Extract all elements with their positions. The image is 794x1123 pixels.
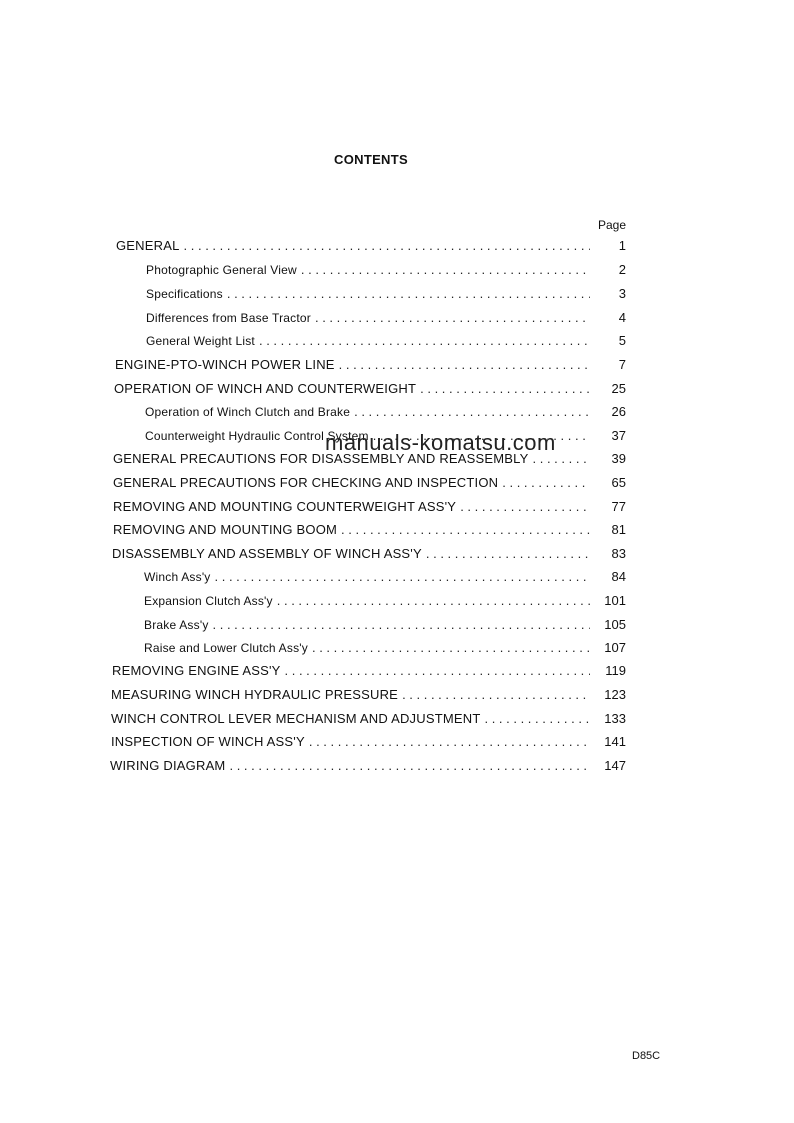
toc-entry[interactable] — [144, 569, 626, 589]
toc-entry[interactable] — [115, 357, 626, 377]
page-title: CONTENTS — [334, 152, 408, 167]
leader-dots — [484, 711, 590, 726]
toc-label: Raise and Lower Clutch Ass'y — [144, 641, 308, 655]
toc-label: WINCH CONTROL LEVER MECHANISM AND ADJUSTMENT — [111, 711, 481, 726]
toc-page: 1 — [618, 238, 626, 253]
toc-entry[interactable] — [113, 499, 626, 519]
leader-dots — [502, 475, 590, 490]
leader-dots — [315, 310, 590, 325]
leader-dots — [227, 286, 590, 301]
toc-label: REMOVING AND MOUNTING BOOM — [113, 522, 338, 537]
toc-label: MEASURING WINCH HYDRAULIC PRESSURE — [111, 687, 399, 702]
toc-page: 26 — [611, 404, 626, 419]
toc-entry[interactable] — [146, 310, 626, 330]
toc-label: DISASSEMBLY AND ASSEMBLY OF WINCH ASS'Y — [112, 546, 422, 561]
toc-page: 107 — [604, 640, 626, 655]
toc-entry[interactable] — [111, 734, 626, 754]
toc-entry[interactable] — [112, 546, 626, 566]
leader-dots — [184, 238, 590, 253]
toc-page: 123 — [604, 687, 626, 702]
leader-dots — [354, 404, 590, 419]
toc-page: 4 — [618, 310, 626, 325]
leader-dots — [339, 357, 590, 372]
toc-entry[interactable] — [144, 640, 626, 660]
toc-page: 147 — [604, 758, 626, 773]
leader-dots — [259, 333, 590, 348]
leader-dots — [301, 262, 590, 277]
leader-dots — [312, 640, 590, 655]
watermark: manuals-komatsu.com — [325, 430, 556, 455]
toc-label: WIRING DIAGRAM — [110, 758, 226, 773]
toc-page: 65 — [611, 475, 626, 490]
toc-entry[interactable] — [116, 238, 626, 258]
toc-page: 5 — [618, 333, 626, 348]
toc-label: REMOVING AND MOUNTING COUNTERWEIGHT ASS'Y — [113, 499, 457, 514]
toc-entry[interactable] — [111, 711, 626, 731]
toc-entry[interactable] — [146, 333, 626, 353]
toc-label: Photographic General View — [146, 263, 297, 277]
toc-page: 105 — [604, 617, 626, 632]
toc-label: Winch Ass'y — [144, 570, 211, 584]
toc-entry[interactable] — [145, 404, 626, 424]
leader-dots — [213, 617, 590, 632]
leader-dots — [341, 522, 590, 537]
leader-dots — [277, 593, 590, 608]
toc-page: 119 — [605, 663, 626, 678]
toc-page: 2 — [618, 262, 626, 277]
toc-entry[interactable] — [113, 522, 626, 542]
toc-page: 83 — [611, 546, 626, 561]
toc-entry[interactable] — [113, 475, 626, 495]
toc-label: Operation of Winch Clutch and Brake — [145, 405, 351, 419]
toc-page: 81 — [611, 522, 626, 537]
toc-page: 141 — [604, 734, 626, 749]
toc-page: 39 — [611, 451, 626, 466]
toc-entry[interactable] — [111, 687, 626, 707]
toc-entry[interactable] — [112, 663, 626, 683]
toc-page: 101 — [604, 593, 626, 608]
page-column-header: Page — [597, 218, 626, 232]
leader-dots — [402, 687, 590, 702]
toc-page: 133 — [604, 711, 626, 726]
toc-label: Differences from Base Tractor — [146, 311, 311, 325]
toc-label: REMOVING ENGINE ASS'Y — [112, 663, 281, 678]
toc-entry[interactable] — [146, 286, 626, 306]
toc-label: OPERATION OF WINCH AND COUNTERWEIGHT — [114, 381, 417, 396]
toc-label: GENERAL PRECAUTIONS FOR CHECKING AND INSPECTION — [113, 475, 499, 490]
toc-label: General Weight List — [146, 334, 255, 348]
footer-code: D85C — [632, 1050, 661, 1062]
toc-label: GENERAL PRECAUTIONS FOR DISASSEMBLY AND REASSEMBLY — [113, 451, 529, 466]
leader-dots — [309, 734, 590, 749]
leader-dots — [460, 499, 590, 514]
toc-page: 7 — [618, 357, 626, 372]
toc-entry[interactable] — [144, 593, 626, 613]
toc-label: Brake Ass'y — [144, 618, 209, 632]
toc-label: Counterweight Hydraulic Control System — [145, 429, 369, 443]
toc-label: Expansion Clutch Ass'y — [144, 594, 273, 608]
toc-label: Specifications — [146, 287, 223, 301]
leader-dots — [426, 546, 590, 561]
leader-dots — [420, 381, 590, 396]
toc-entry[interactable] — [144, 617, 626, 637]
toc-label: ENGINE-PTO-WINCH POWER LINE — [115, 357, 335, 372]
toc-page: 3 — [618, 286, 626, 301]
toc-entry[interactable] — [110, 758, 626, 778]
toc-label: GENERAL — [116, 238, 180, 253]
toc-entry[interactable] — [114, 381, 626, 401]
toc-entry[interactable] — [146, 262, 626, 282]
leader-dots — [285, 663, 591, 678]
toc-page: 25 — [611, 381, 626, 396]
toc-page: 77 — [611, 499, 626, 514]
leader-dots — [215, 569, 590, 584]
toc-label: INSPECTION OF WINCH ASS'Y — [111, 734, 305, 749]
leader-dots — [229, 758, 590, 773]
toc-page: 84 — [611, 569, 626, 584]
toc-page: 37 — [611, 428, 626, 443]
